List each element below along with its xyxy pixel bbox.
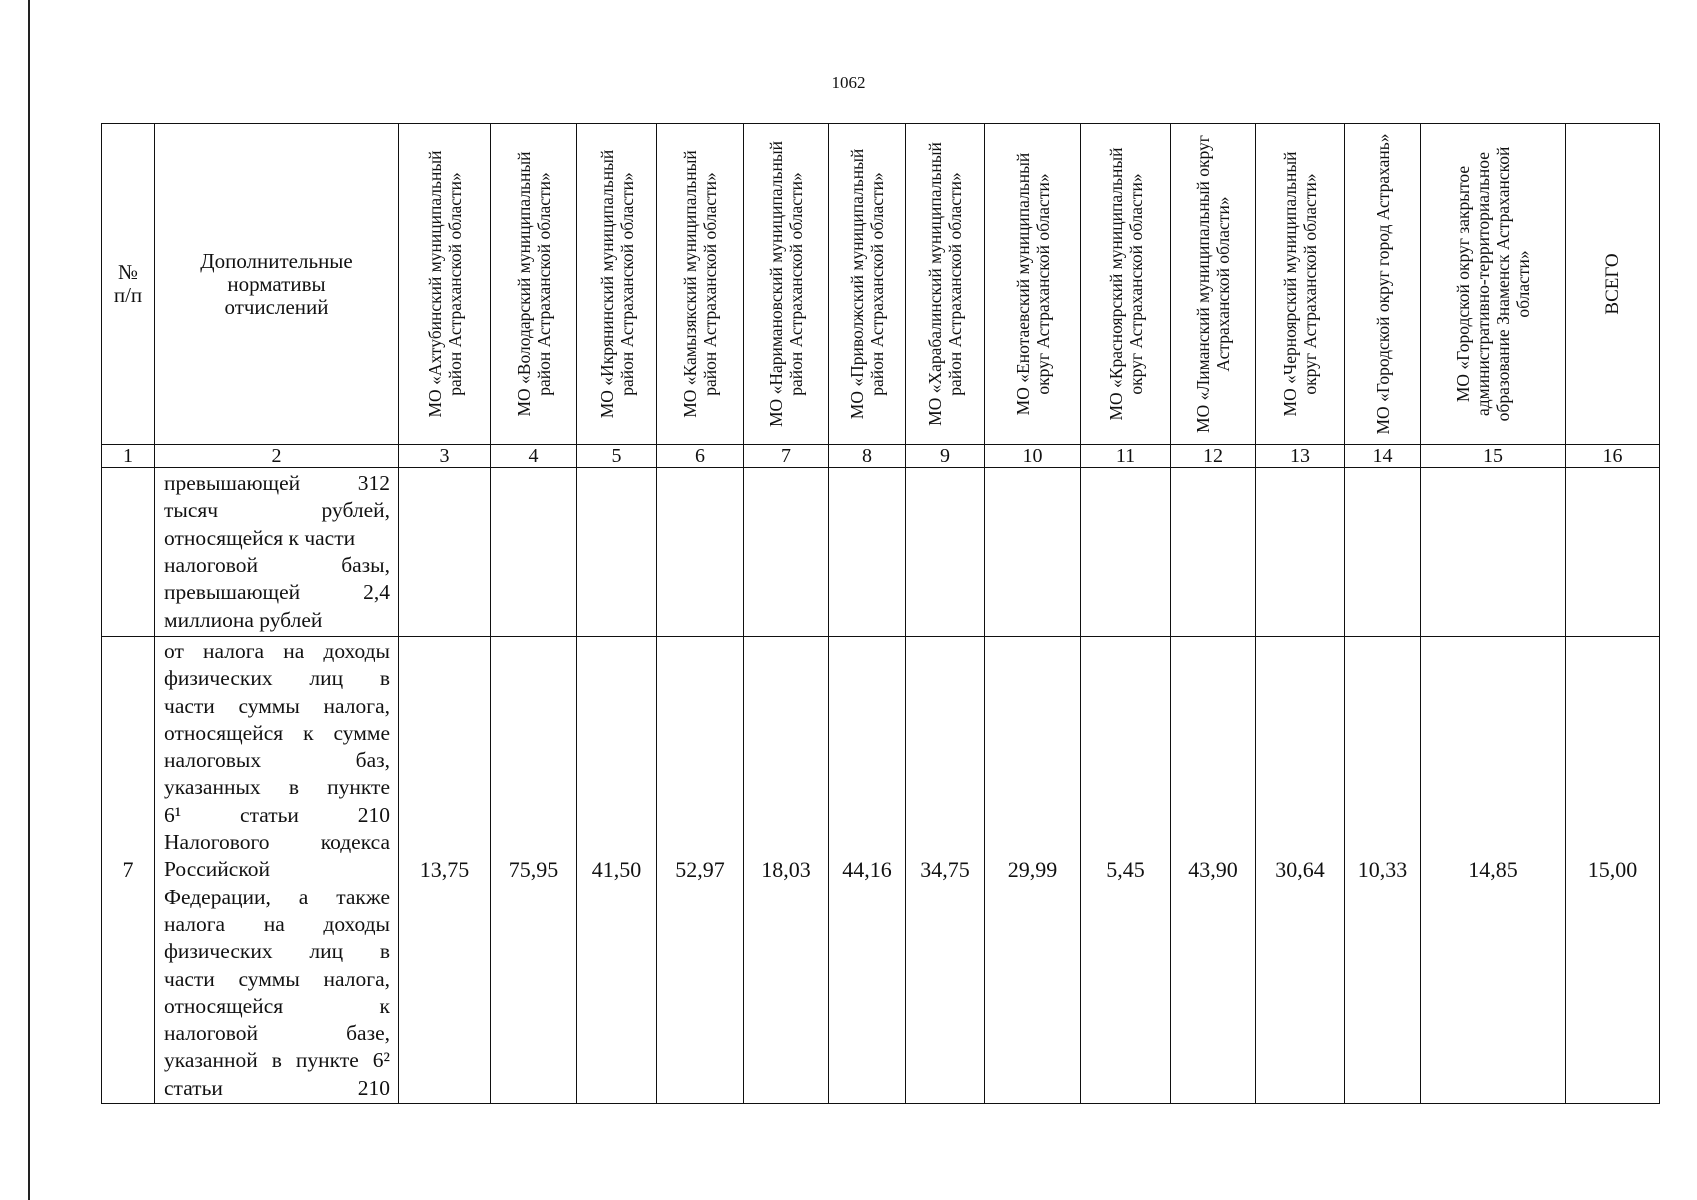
header-col [1171, 124, 1256, 445]
desc-line: превышающей 312 [164, 471, 390, 496]
column-number: 10 [985, 445, 1081, 468]
desc-line: налоговых баз, [164, 748, 390, 773]
row-value: 34,75 [906, 637, 985, 1104]
row-value [399, 468, 491, 637]
column-number: 6 [657, 445, 744, 468]
row-value [491, 468, 577, 637]
header-col-label: МО «Харабалинский муниципальный район Астраханской области» [925, 142, 965, 426]
row-value: 13,75 [399, 637, 491, 1104]
row-value [577, 468, 657, 637]
desc-line: физических лиц в [164, 939, 390, 964]
header-col-label: МО «Красноярский муниципальный округ Астраханской области» [1105, 147, 1146, 421]
row-description [155, 468, 399, 637]
desc-line: превышающей 2,4 [164, 580, 390, 605]
header-col-label: МО «Ахтубинский муниципальный район Астраханской области» [424, 150, 465, 418]
header-col-label: МО «Черноярский муниципальный округ Астраханской области» [1280, 151, 1320, 417]
desc-line: указанной в пункте 6² [164, 1048, 390, 1073]
row-value [1081, 468, 1171, 637]
header-col [1345, 124, 1421, 445]
desc-line: тысяч рублей, [164, 498, 390, 523]
desc-line: миллиона рублей [164, 607, 323, 632]
binding-line [28, 0, 30, 1200]
desc-line: относящейся к [164, 993, 390, 1018]
desc-line: указанных в пункте [164, 775, 390, 800]
header-col [1081, 124, 1171, 445]
header-col [1421, 124, 1566, 445]
row-value [1345, 468, 1421, 637]
desc-line: Налогового кодекса [164, 830, 390, 855]
header-col [744, 124, 829, 445]
page-number: 1062 [831, 73, 866, 92]
desc-line: налоговой базы, [164, 553, 390, 577]
column-number: 2 [155, 445, 399, 468]
row-value [1256, 468, 1345, 637]
header-col [399, 124, 491, 445]
row-value [1171, 468, 1256, 637]
header-desc [155, 124, 399, 445]
column-number: 7 [744, 445, 829, 468]
column-number-row [102, 445, 1660, 468]
row-value [906, 468, 985, 637]
desc-line: части суммы налога, [164, 966, 390, 991]
allocation-table [101, 123, 1660, 1104]
row-value: 5,45 [1081, 637, 1171, 1104]
column-number: 16 [1566, 445, 1660, 468]
column-number: 9 [906, 445, 985, 468]
desc-line: физических лиц в [164, 666, 390, 691]
header-col-label: МО «Наримановский муниципальный район Астраханской области» [766, 141, 806, 427]
header-row [102, 124, 1660, 445]
header-col-label: МО «Енотаевский муниципальный округ Астраханской области» [1012, 152, 1053, 416]
row-value [829, 468, 906, 637]
row-value: 41,50 [577, 637, 657, 1104]
row-value: 10,33 [1345, 637, 1421, 1104]
row-value [744, 468, 829, 637]
header-col-label: МО «Приволжский муниципальный район Астраханской области» [847, 148, 887, 420]
header-num [102, 124, 155, 445]
table-row [102, 637, 1660, 1104]
row-value: 18,03 [744, 637, 829, 1104]
header-col-label: ВСЕГО [1601, 253, 1623, 315]
column-number: 15 [1421, 445, 1566, 468]
row-value: 30,64 [1256, 637, 1345, 1104]
column-number: 11 [1081, 445, 1171, 468]
header-col-label: МО «Городской округ город Астрахань» [1372, 133, 1393, 435]
desc-line: налога на доходы [164, 911, 390, 936]
desc-line: 6¹ статьи 210 [164, 802, 390, 827]
row-value: 29,99 [985, 637, 1081, 1104]
desc-line: Федерации, а также [164, 884, 390, 909]
column-number: 13 [1256, 445, 1345, 468]
header-col-label: МО «Володарский муниципальный район Астраханской области» [513, 151, 554, 417]
column-number: 4 [491, 445, 577, 468]
column-number: 3 [399, 445, 491, 468]
header-col-label: МО «Икрянинский муниципальный район Астраханской области» [596, 149, 637, 419]
header-col-total [1566, 124, 1660, 445]
header-col [906, 124, 985, 445]
header-col [491, 124, 577, 445]
row-value [985, 468, 1081, 637]
row-value: 43,90 [1171, 637, 1256, 1104]
header-col-label: МО «Камызякский муниципальный район Астраханской области» [680, 150, 720, 418]
row-description [155, 637, 399, 1104]
header-col [577, 124, 657, 445]
row-num [102, 468, 155, 637]
header-num-label: № п/п [113, 260, 143, 307]
row-value: 52,97 [657, 637, 744, 1104]
table-row [102, 468, 1660, 637]
header-col [657, 124, 744, 445]
row-num: 7 [102, 637, 155, 1104]
desc-line: относящейся к части [164, 525, 356, 550]
row-value [1566, 468, 1660, 637]
desc-line: от налога на доходы [164, 638, 390, 663]
row-value [1421, 468, 1566, 637]
header-col-label: МО «Лиманский муниципальный округ Астраханской области» [1193, 135, 1233, 433]
column-number: 1 [102, 445, 155, 468]
header-col [985, 124, 1081, 445]
column-number: 12 [1171, 445, 1256, 468]
row-value: 14,85 [1421, 637, 1566, 1104]
column-number: 14 [1345, 445, 1421, 468]
row-value: 44,16 [829, 637, 906, 1104]
desc-line: части суммы налога, [164, 693, 390, 718]
row-value [657, 468, 744, 637]
header-col [829, 124, 906, 445]
desc-line: налоговой базе, [164, 1021, 390, 1046]
header-col-label: МО «Городской округ закрытое административно-территориальное образование Знаменск Астраханской области» [1453, 146, 1533, 422]
header-desc-label: Дополнительные нормативы отчислений [200, 248, 353, 319]
header-col [1256, 124, 1345, 445]
desc-line: относящейся к сумме [164, 720, 390, 745]
row-value: 75,95 [491, 637, 577, 1104]
column-number: 8 [829, 445, 906, 468]
desc-line: Российской [164, 857, 270, 882]
desc-line: статьи 210 [164, 1075, 390, 1100]
row-value: 15,00 [1566, 637, 1660, 1104]
column-number: 5 [577, 445, 657, 468]
